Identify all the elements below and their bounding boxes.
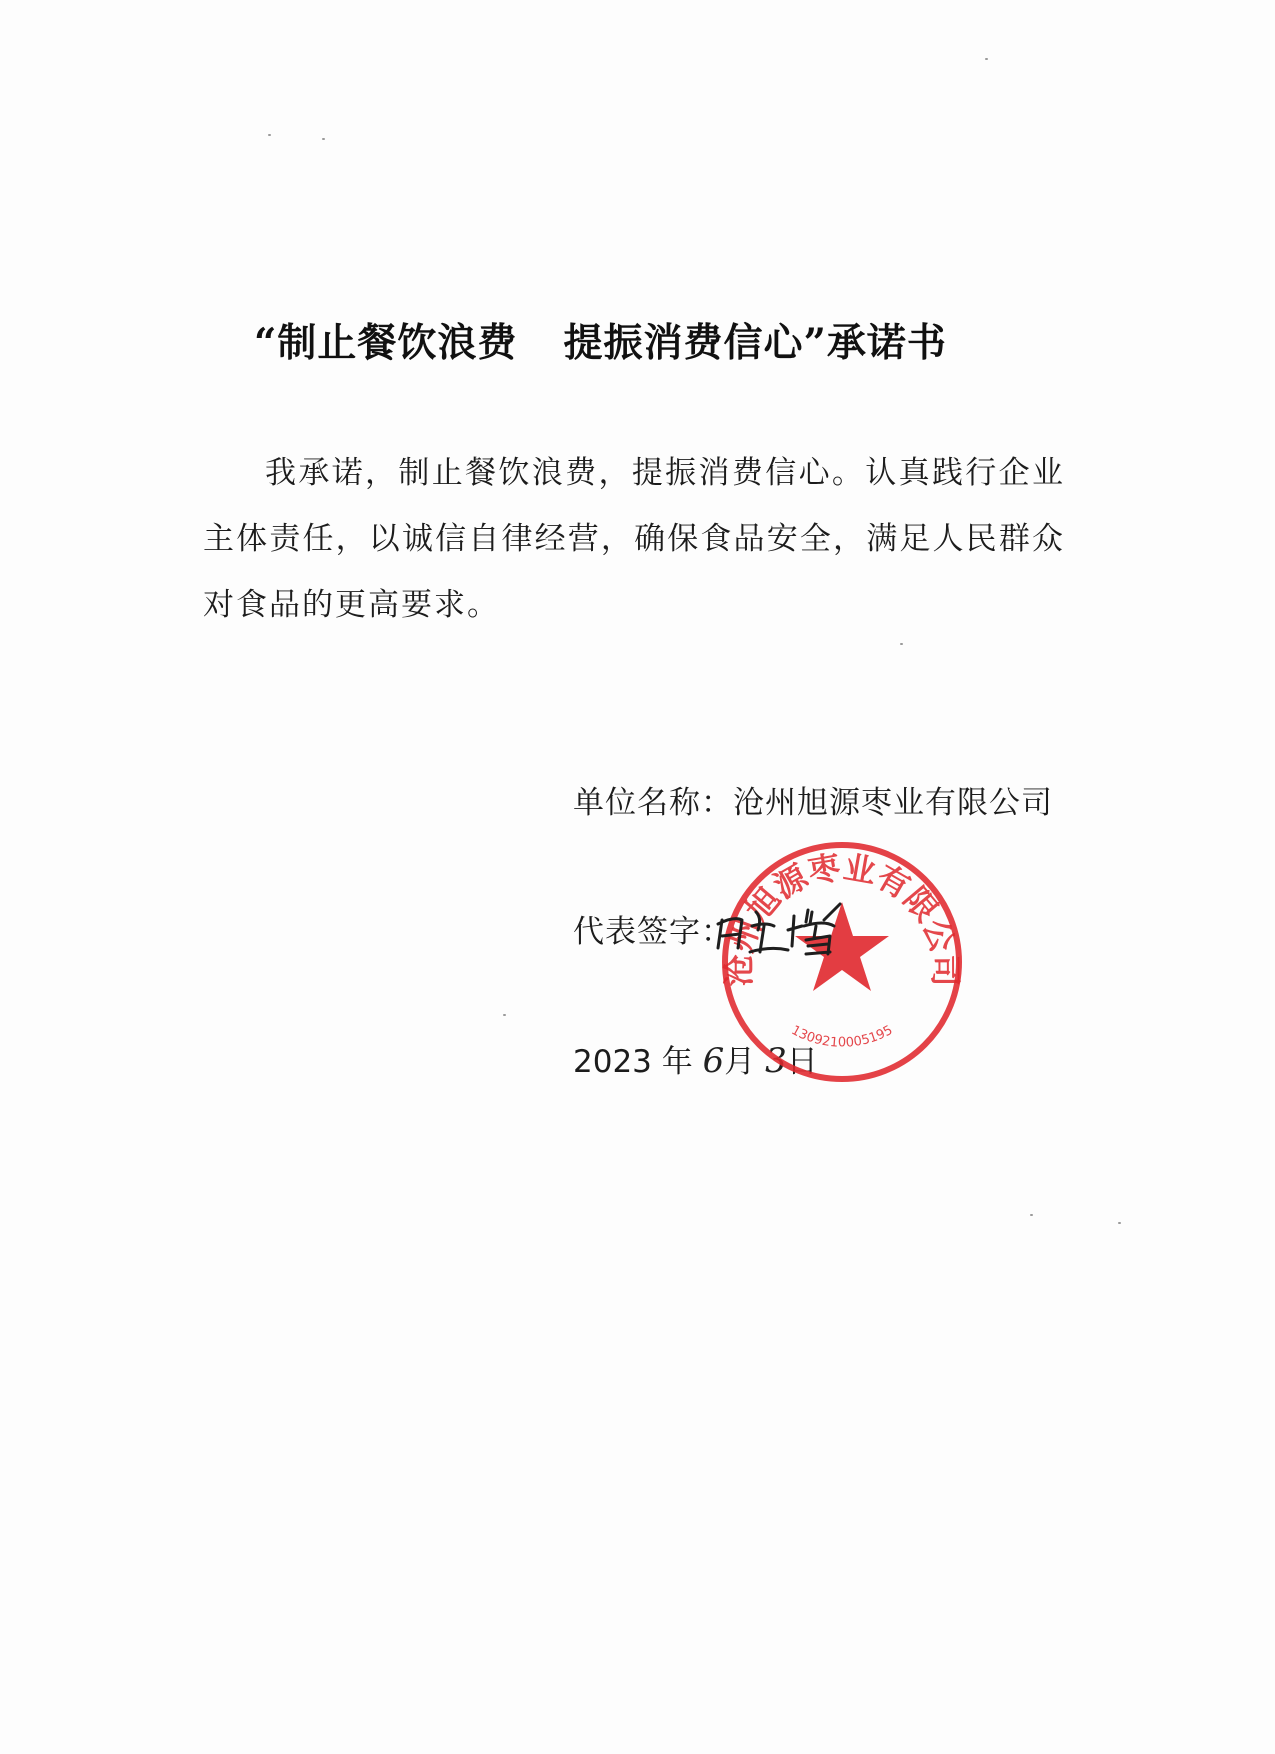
seal-code-text: 1309210005195 — [788, 1022, 896, 1051]
scan-speck — [985, 58, 988, 60]
scan-speck — [900, 643, 903, 645]
date-day-unit: 日 — [786, 1044, 818, 1080]
date-day-handwritten: 3 — [765, 1041, 787, 1081]
unit-name-line — [573, 777, 1053, 822]
title-part-1: “制止餐饮浪费 — [254, 320, 518, 366]
scan-speck — [268, 134, 271, 136]
unit-name-label: 单位名称： — [573, 785, 733, 821]
handwritten-signature — [712, 890, 862, 970]
seal-company-text: 沧州旭源枣业有限公司 — [719, 847, 965, 987]
representative-line — [573, 906, 733, 951]
date-year: 2023 年 — [573, 1044, 693, 1080]
title-part-2: 提振消费信心”承诺书 — [563, 320, 947, 366]
document-title — [254, 312, 1074, 368]
pledge-body: 我承诺，制止餐饮浪费，提振消费信心。认真践行企业主体责任，以诚信自律经营，确保食品安全，满足人民群众对食品的更高要求。 — [203, 455, 1065, 623]
scan-speck — [1030, 1214, 1033, 1216]
date-month-unit: 月 — [724, 1044, 756, 1080]
date-month-handwritten: 6 — [702, 1041, 725, 1081]
unit-name-value: 沧州旭源枣业有限公司 — [733, 785, 1053, 821]
scan-speck — [1118, 1222, 1121, 1224]
scan-speck — [322, 138, 325, 140]
scan-speck — [503, 1014, 506, 1016]
representative-label: 代表签字： — [573, 914, 733, 950]
